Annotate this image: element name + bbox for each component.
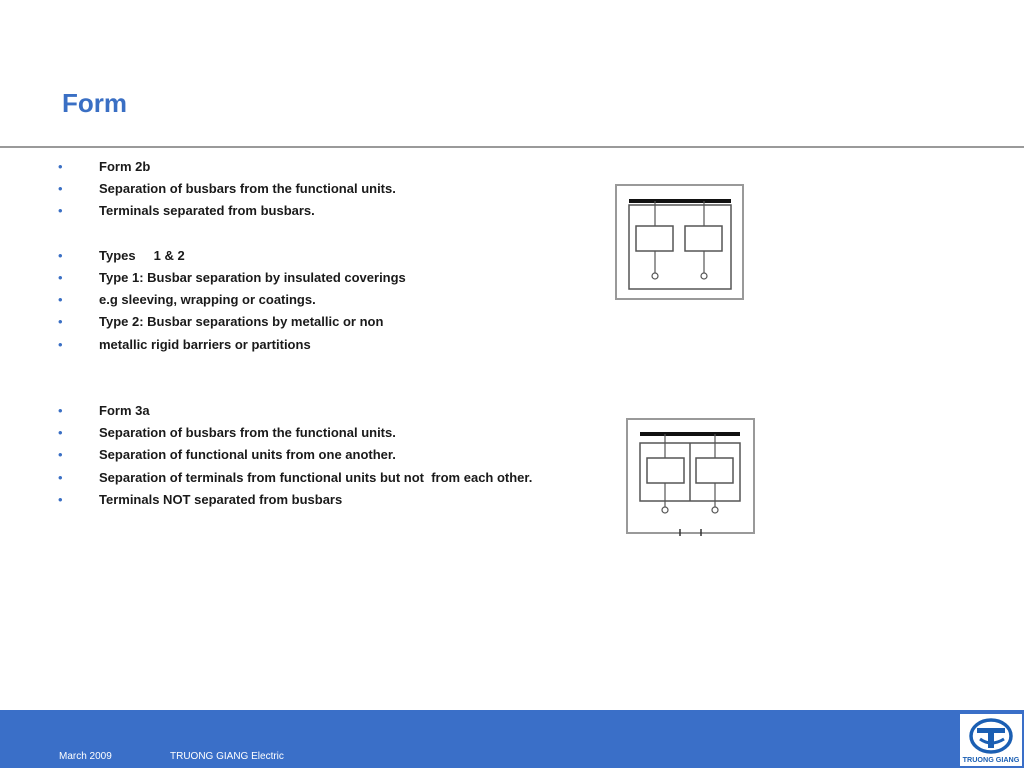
terminal-circle-1 <box>652 273 658 279</box>
terminal-circle-2 <box>701 273 707 279</box>
form-3a-diagram <box>626 418 756 536</box>
footer-company: TRUONG GIANG Electric <box>170 751 284 762</box>
bullet-icon: • <box>58 314 63 330</box>
slide-title: Form <box>62 88 127 118</box>
footer-date: March 2009 <box>59 751 112 762</box>
terminal-circle-1 <box>662 507 668 513</box>
bullet-icon: • <box>58 247 63 263</box>
bullet-icon: • <box>58 159 63 174</box>
bullet-icon: • <box>58 336 63 352</box>
bullet-icon: • <box>58 469 63 485</box>
bullet-icon: • <box>58 203 63 219</box>
bullet-icon: • <box>58 269 63 285</box>
bullet-icon: • <box>58 425 63 441</box>
bullet-icon: • <box>58 447 63 463</box>
bullet-icon: • <box>58 403 63 418</box>
terminal-circle-2 <box>712 507 718 513</box>
truong-giang-logo-icon <box>960 714 1022 766</box>
title-divider <box>0 146 1024 148</box>
bullet-icon: • <box>58 292 63 308</box>
logo-text: TRUONG GIANG <box>962 755 1020 764</box>
bullet-icon: • <box>58 491 63 507</box>
footer-bar <box>0 710 1024 768</box>
bullet-icon: • <box>58 181 63 197</box>
form-2b-diagram <box>615 184 745 301</box>
